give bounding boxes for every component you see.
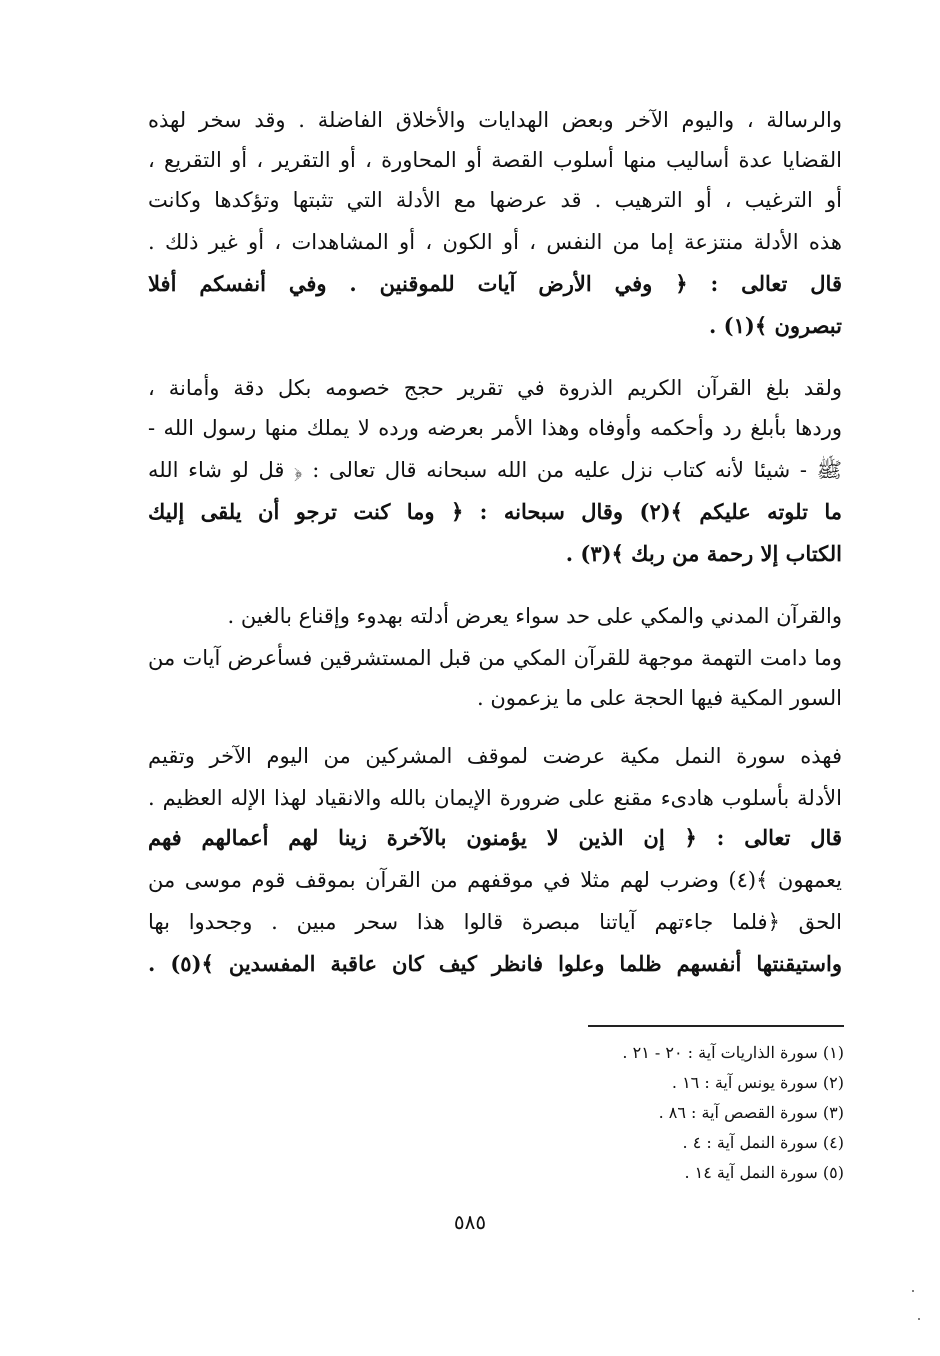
paragraph-1-line-1: والرسالة ، واليوم الآخر وبعض الهدايات والأخلاق الفاضلة . وقد سخر لهذه <box>148 108 842 132</box>
paragraph-4-line-5: الحق ﴿فلما جاءتهم آياتنا مبصرة قالوا هذا سحر مبين . وجحدوا بها <box>148 910 842 934</box>
scan-speck <box>912 1290 914 1292</box>
paragraph-4-line-6: واستيقنتها أنفسهم ظلما وعلوا فانظر كيف كان عاقبة المفسدين ﴾(٥) . <box>148 951 842 976</box>
footnote-3: (٣) سورة القصص آية : ٨٦ . <box>658 1103 844 1122</box>
paragraph-4-line-4: يعمهون ﴾(٤) وضرب لهم مثلا في موقفهم من القرآن بموقف قوم موسى من <box>148 868 842 892</box>
paragraph-1-line-6: تبصرون ﴾(١) . <box>709 313 842 338</box>
paragraph-3-line-1: والقرآن المدني والمكي على حد سواء يعرض أدلته بهدوء وإقناع بالغين . <box>227 604 842 628</box>
paragraph-2-line-4: ما تلوته عليكم ﴾(٢) وقال سبحانه : ﴿ وما كنت ترجو أن يلقى إليك <box>148 499 842 524</box>
paragraph-4-line-3: قال تعالى : ﴿ إن الذين لا يؤمنون بالآخرة زينا لهم أعمالهم فهم <box>148 825 842 850</box>
paragraph-2-line-5: الكتاب إلا رحمة من ربك ﴾(٣) . <box>565 541 842 566</box>
paragraph-3-line-3: السور المكية فيها الحجة على ما يزعمون . <box>477 686 842 710</box>
paragraph-4-line-2: الأدلة بأسلوب هادىء مقنع على ضرورة الإيمان بالله والانقياد لهذا الإله العظيم . <box>148 786 842 810</box>
footnote-4: (٤) سورة النمل آية : ٤ . <box>682 1133 844 1152</box>
scan-speck <box>918 1318 920 1320</box>
paragraph-1-line-2: القضايا عدة أساليب منها أسلوب القصة أو المحاورة ، أو التقرير ، أو التقريع ، <box>148 148 842 172</box>
paragraph-3-line-2: وما دامت التهمة موجهة للقرآن المكي من قبل المستشرقين فسأعرض آيات من <box>148 646 842 670</box>
footnote-5: (٥) سورة النمل آية ١٤ . <box>684 1163 844 1182</box>
footnote-separator <box>588 1025 844 1027</box>
paragraph-1-line-5: قال تعالى : ﴿ وفي الأرض آيات للموقنين . وفي أنفسكم أفلا <box>148 271 842 296</box>
paragraph-1-line-3: أو الترغيب ، أو الترهيب . قد عرضها مع الأدلة التي تثبتها وتؤكدها وكانت <box>148 188 842 212</box>
footnote-1: (١) سورة الذاريات آية : ٢٠ - ٢١ . <box>622 1043 844 1062</box>
paragraph-2-line-3: ﷺ - شيئا لأنه كتاب نزل عليه من الله سبحانه قال تعالى : ﴿ قل لو شاء الله <box>148 458 842 482</box>
paragraph-4-line-1: فهذه سورة النمل مكية عرضت لموقف المشركين من اليوم الآخر وتقيم <box>148 744 842 768</box>
paragraph-1-line-4: هذه الأدلة منتزعة إما من النفس ، أو الكون ، أو المشاهدات ، أو غير ذلك . <box>148 230 842 254</box>
footnote-2: (٢) سورة يونس آية : ١٦ . <box>671 1073 844 1092</box>
paragraph-2-line-1: ولقد بلغ القرآن الكريم الذروة في تقرير حجج خصومه بكل دقة وأمانة ، <box>148 376 842 400</box>
page-number: ٥٨٥ <box>453 1210 487 1234</box>
paragraph-2-line-2: وردها بأبلغ رد وأحكمه وأوفاه وهذا الأمر بعرضه ورده لا يملك منها رسول الله - <box>148 416 842 440</box>
